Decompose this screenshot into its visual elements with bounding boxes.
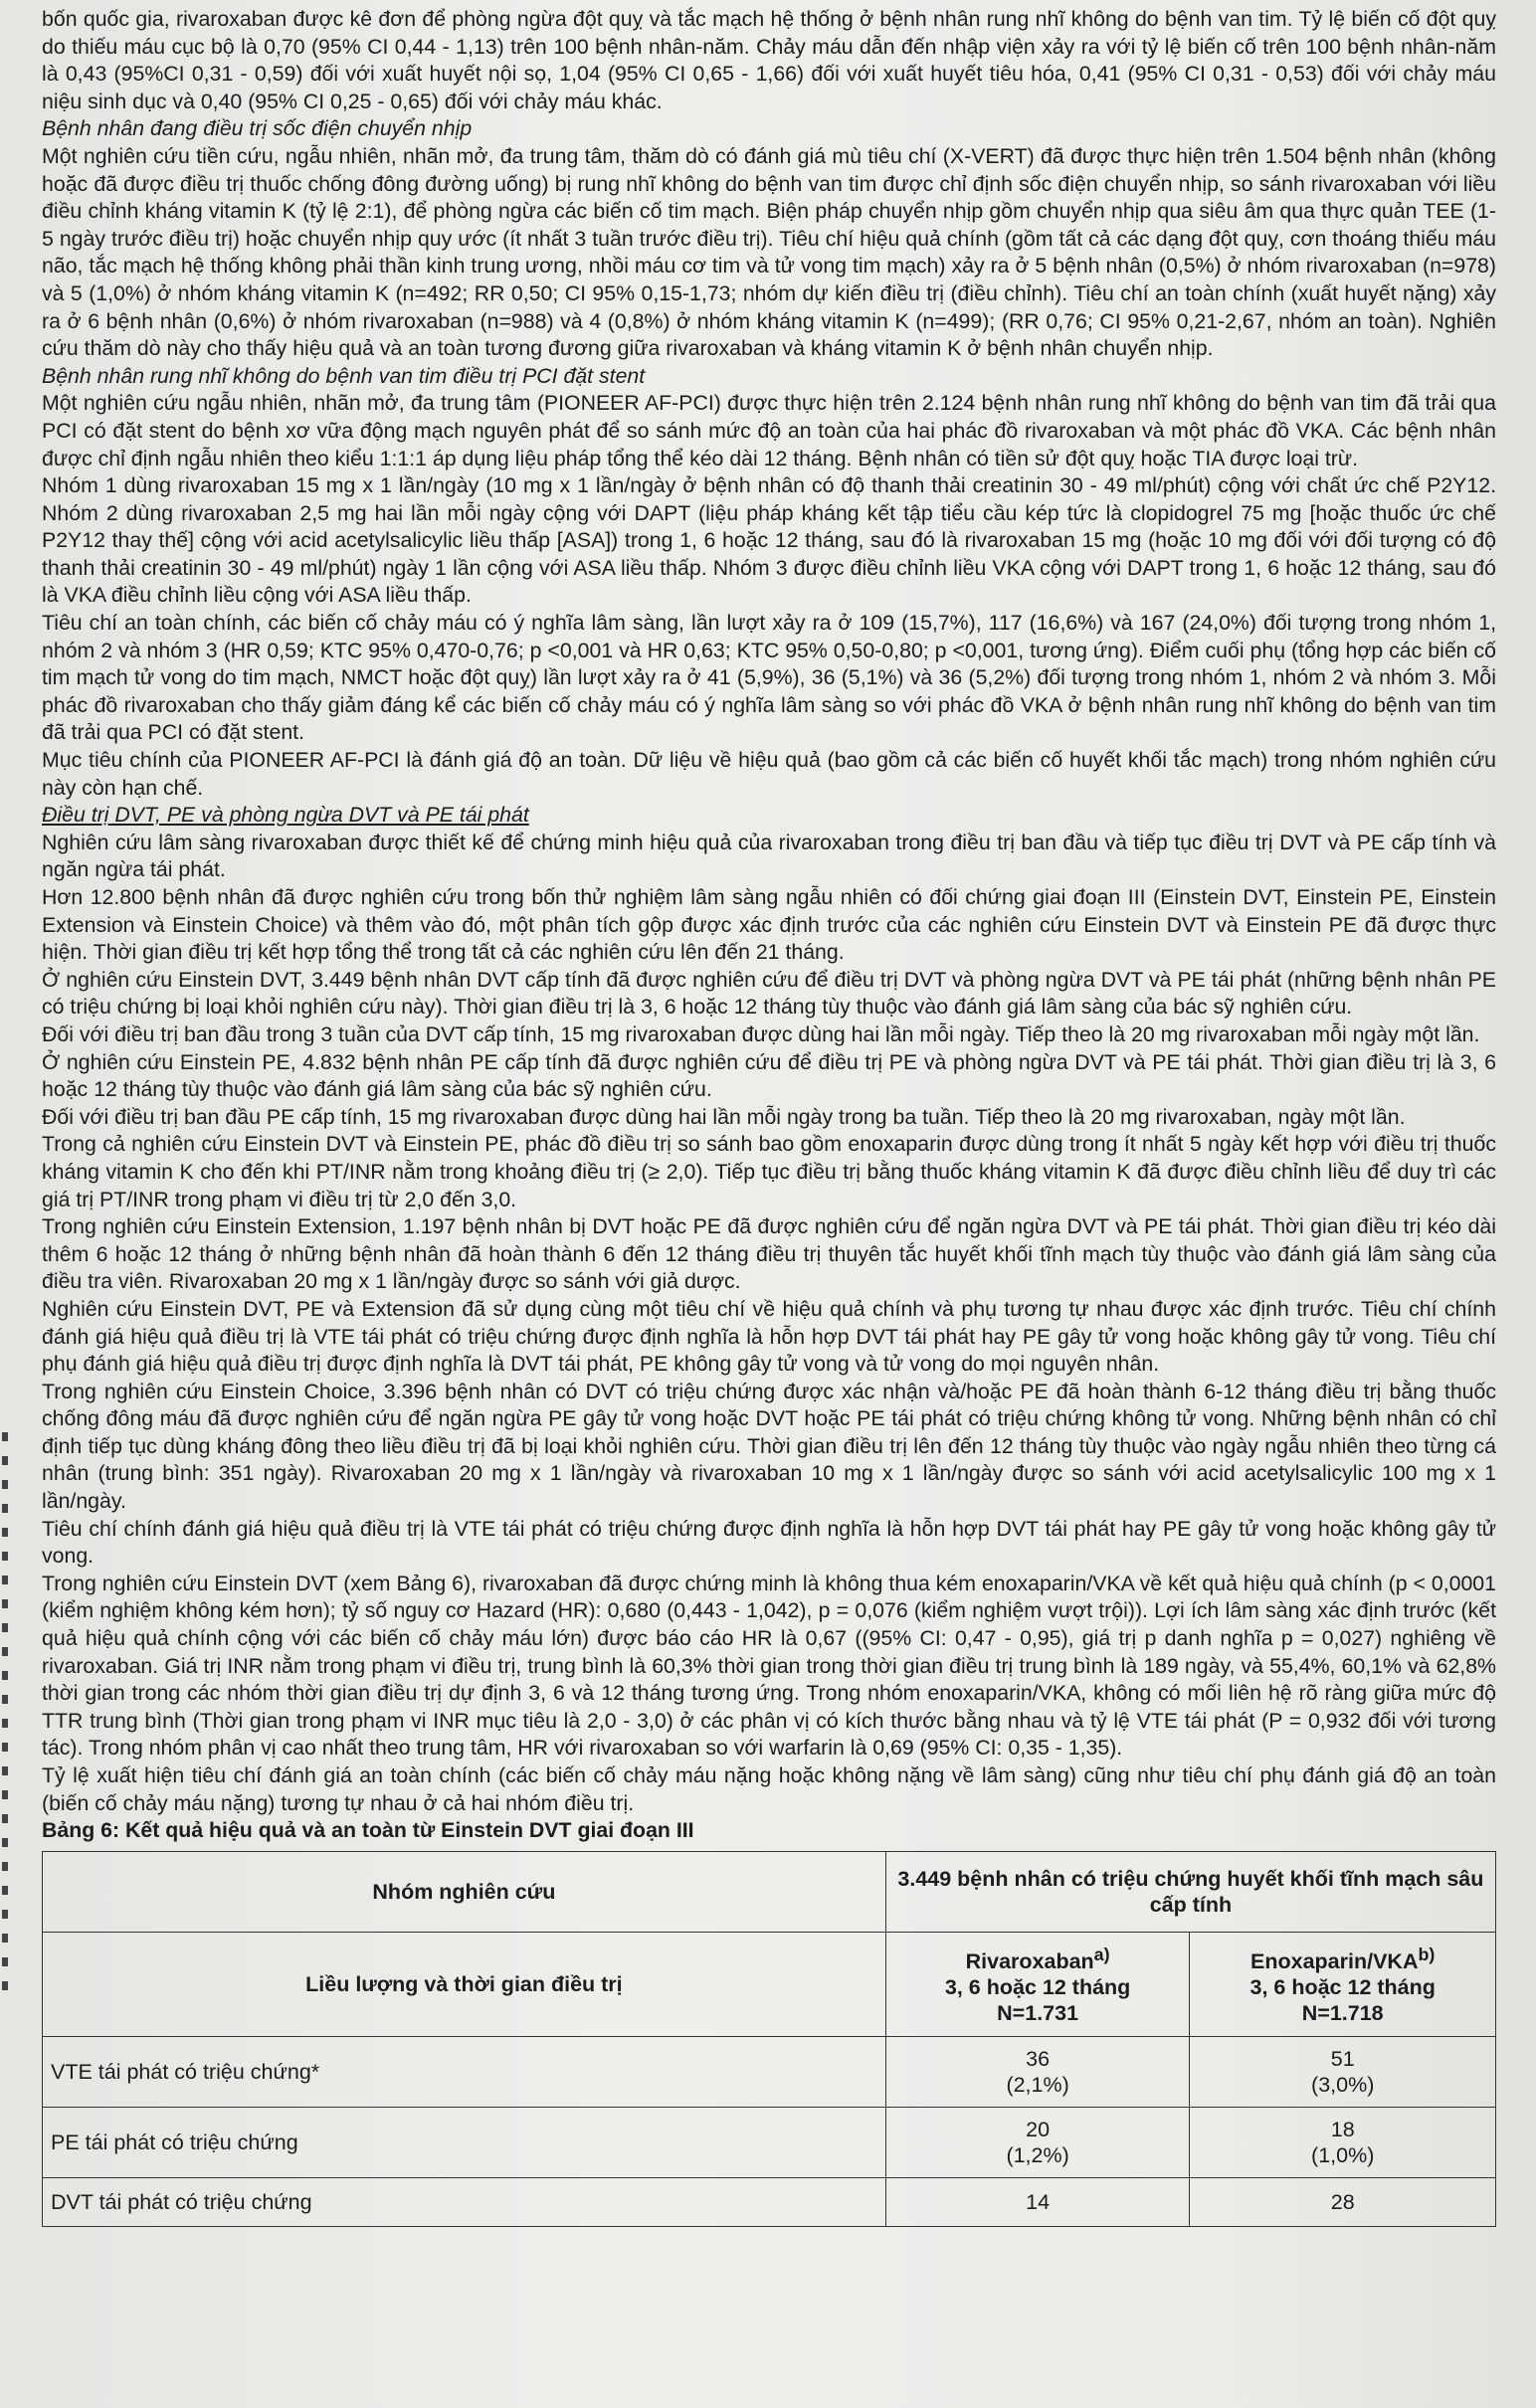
row-label: PE tái phát có triệu chứng	[43, 2107, 886, 2177]
rivaroxaban-n: N=1.731	[997, 2001, 1079, 2026]
value-count: 18	[1330, 2117, 1355, 2141]
value-percent: (1,0%)	[1311, 2142, 1375, 2167]
population-header-cell: 3.449 bệnh nhân có triệu chứng huyết khối tĩnh mạch sâu cấp tính	[885, 1851, 1495, 1932]
rivaroxaban-duration: 3, 6 hoặc 12 tháng	[944, 1975, 1131, 2000]
paragraph: Trong nghiên cứu Einstein DVT (xem Bảng 6), rivaroxaban đã được chứng minh là không thua kém enoxaparin/VKA về kết quả hiệu quả chính (p < 0,0001 (kiểm nghiệm không kém hơn); tỷ số nguy cơ Hazard (HR): 0,680 (0,443 - 1,042), p = 0,076 (kiểm nghiệm vượt trội)). Lợi ích lâm sàng xác định trước (kết quả hiệu quả chính cộng với các biến cố chảy máu lớn) được báo cáo HR là 0,67 ((95% CI: 0,47 - 0,95), giá trị p danh nghĩa p = 0,027) nghiêng về rivaroxaban. Giá trị INR nằm trong phạm vi điều trị, trung bình là 60,3% thời gian trong thời gian điều trị trung bình là 189 ngày, và 55,4%, 60,1% và 62,8% thời gian trong các nhóm thời gian điều trị dự định 3, 6 và 12 tháng tương ứng. Trong nhóm enoxaparin/VKA, không có mối liên hệ rõ ràng giữa mức độ TTR trung bình (Thời gian trong phạm vi INR mục tiêu là 2,0 - 3,0) ở các phân vị có kích thước bằng nhau và tỷ lệ VTE tái phát (P = 0,932 đối với tương tác). Trong nhóm phân vị cao nhất theo trung tâm, HR với rivaroxaban so với warfarin là 0,69 (95% CI: 0,35 - 1,35).	[42, 1571, 1496, 1760]
section-heading-dvt-pe: Điều trị DVT, PE và phòng ngừa DVT và PE tái phát	[42, 803, 529, 828]
group-header-cell: Nhóm nghiên cứu	[43, 1851, 886, 1932]
value-count: 14	[1026, 2189, 1051, 2214]
row-value-rivaroxaban	[885, 2107, 1190, 2177]
enoxaparin-n: N=1.718	[1301, 2001, 1384, 2026]
paragraph: Nghiên cứu lâm sàng rivaroxaban được thiết kế để chứng minh hiệu quả của rivaroxaban trong điều trị ban đầu và tiếp tục điều trị DVT và PE cấp tính và ngăn ngừa tái phát.	[42, 830, 1496, 882]
table-row	[43, 2036, 1496, 2107]
row-value-rivaroxaban	[885, 2177, 1190, 2226]
edge-marks	[2, 1432, 10, 2005]
enoxaparin-duration: 3, 6 hoặc 12 tháng	[1249, 1975, 1436, 2000]
enoxaparin-footnote-mark: b)	[1418, 1945, 1436, 1965]
section-heading-pci-stent: Bệnh nhân rung nhĩ không do bệnh van tim điều trị PCI đặt stent	[42, 363, 646, 388]
paragraph: Trong nghiên cứu Einstein Extension, 1.197 bệnh nhân bị DVT hoặc PE đã được nghiên cứu để ngăn ngừa DVT và PE tái phát. Thời gian điều trị kéo dài thêm 6 hoặc 12 tháng ở những bệnh nhân đã hoàn thành 6 đến 12 tháng điều trị thuyên tắc huyết khối tĩnh mạch tùy thuộc vào đánh giá lâm sàng của điều tra viên. Rivaroxaban 20 mg x 1 lần/ngày được so sánh với giả dược.	[42, 1214, 1496, 1294]
paragraph: Ở nghiên cứu Einstein DVT, 3.449 bệnh nhân DVT cấp tính đã được nghiên cứu để điều trị DVT và phòng ngừa DVT và PE tái phát (những bệnh nhân PE có triệu chứng bị loại khỏi nghiên cứu này). Thời gian điều trị là 3, 6 hoặc 12 tháng tùy thuộc vào đánh giá lâm sàng của bác sỹ nghiên cứu.	[42, 967, 1496, 1019]
paragraph: Hơn 12.800 bệnh nhân đã được nghiên cứu trong bốn thử nghiệm lâm sàng ngẫu nhiên có đối chứng giai đoạn III (Einstein DVT, Einstein PE, Einstein Extension và Einstein Choice) và thêm vào đó, một phân tích gộp được xác định trước của các nghiên cứu Einstein DVT và Einstein PE đã được thực hiện. Thời gian điều trị kết hợp tổng thể trong tất cả các nghiên cứu lên đến 21 tháng.	[42, 885, 1496, 965]
paragraph: Một nghiên cứu tiền cứu, ngẫu nhiên, nhãn mở, đa trung tâm, thăm dò có đánh giá mù tiêu chí (X-VERT) đã được thực hiện trên 1.504 bệnh nhân (không hoặc đã được điều trị thuốc chống đông đường uống) bị rung nhĩ không do bệnh van tim được chỉ định sốc điện chuyển nhịp, so sánh rivaroxaban với liều điều chỉnh kháng vitamin K (tỷ lệ 2:1), để phòng ngừa các biến cố tim mạch. Biện pháp chuyển nhịp gồm chuyển nhịp qua siêu âm qua thực quản TEE (1-5 ngày trước điều trị) hoặc chuyển nhịp quy ước (ít nhất 3 tuần trước điều trị). Tiêu chí hiệu quả chính (gồm tất cả các dạng đột quỵ, cơn thoáng thiếu máu não, tắc mạch hệ thống không phải thần kinh trung ương, nhồi máu cơ tim và tử vong tim mạch) xảy ra ở 5 bệnh nhân (0,5%) ở nhóm rivaroxaban (n=978) và 5 (1,0%) ở nhóm kháng vitamin K (n=492; RR 0,50; CI 95% 0,15-1,73; nhóm dự kiến điều trị (điều chỉnh). Tiêu chí an toàn chính (xuất huyết nặng) xảy ra ở 6 bệnh nhân (0,6%) ở nhóm rivaroxaban (n=988) và 4 (0,8%) ở nhóm kháng vitamin K (n=499); (RR 0,76; CI 95% 0,21-2,67, nhóm an toàn). Nghiên cứu thăm dò này cho thấy hiệu quả và an toàn tương đương giữa rivaroxaban và kháng vitamin K ở bệnh nhân chuyển nhịp.	[42, 143, 1496, 361]
value-percent: (2,1%)	[1006, 2072, 1069, 2097]
paragraph: Nghiên cứu Einstein DVT, PE và Extension đã sử dụng cùng một tiêu chí về hiệu quả chính và phụ tương tự nhau được xác định trước. Tiêu chí chính đánh giá hiệu quả điều trị là VTE tái phát có triệu chứng được định nghĩa là hỗn hợp DVT tái phát hay PE gây tử vong hoặc không gây tử vong. Tiêu chí phụ đánh giá hiệu quả điều trị được định nghĩa là DVT tái phát, PE không gây tử vong và tử vong do mọi nguyên nhân.	[42, 1296, 1496, 1377]
value-count: 20	[1026, 2117, 1051, 2141]
dose-header-cell: Liều lượng và thời gian điều trị	[43, 1932, 886, 2036]
paragraph: Đối với điều trị ban đầu trong 3 tuần của DVT cấp tính, 15 mg rivaroxaban được dùng hai lần mỗi ngày. Tiếp theo là 20 mg rivaroxaban mỗi ngày một lần.	[42, 1021, 1480, 1046]
paragraph: Đối với điều trị ban đầu PE cấp tính, 15 mg rivaroxaban được dùng hai lần mỗi ngày trong ba tuần. Tiếp theo là 20 mg rivaroxaban, ngày một lần.	[42, 1104, 1406, 1129]
row-value-enoxaparin	[1190, 2107, 1496, 2177]
paragraph: Ở nghiên cứu Einstein PE, 4.832 bệnh nhân PE cấp tính đã được nghiên cứu để điều trị PE và phòng ngừa DVT và PE tái phát. Thời gian điều trị là 3, 6 hoặc 12 tháng tùy thuộc vào đánh giá lâm sàng của bác sỹ nghiên cứu.	[42, 1049, 1496, 1102]
table-row	[43, 2107, 1496, 2177]
table-row	[43, 2177, 1496, 2226]
paragraph: Tiêu chí an toàn chính, các biến cố chảy máu có ý nghĩa lâm sàng, lần lượt xảy ra ở 109 (15,7%), 117 (16,6%) và 167 (24,0%) đối tượng trong nhóm 1, nhóm 2 và nhóm 3 (HR 0,59; KTC 95% 0,470-0,76; p <0,001 và HR 0,63; KTC 95% 0,50-0,80; p <0,001, tương ứng). Điểm cuối phụ (tổng hợp các biến cố tim mạch tử vong do tim mạch, NMCT hoặc đột quỵ) lần lượt xảy ra ở 41 (5,9%), 36 (5,1%) và 36 (5,2%) đối tượng trong nhóm 1, nhóm 2 và nhóm 3. Mỗi phác đồ rivaroxaban cho thấy giảm đáng kể các biến cố chảy máu có ý nghĩa lâm sàng so với phác đồ VKA ở bệnh nhân rung nhĩ không do bệnh van tim đã trải qua PCI có đặt stent.	[42, 611, 1496, 745]
row-value-enoxaparin	[1190, 2177, 1496, 2226]
paragraph: Nhóm 1 dùng rivaroxaban 15 mg x 1 lần/ngày (10 mg x 1 lần/ngày ở bệnh nhân có độ thanh thải creatinin 30 - 49 ml/phút) cộng với chất ức chế P2Y12. Nhóm 2 dùng rivaroxaban 2,5 mg hai lần mỗi ngày cộng với DAPT (liệu pháp kháng kết tập tiểu cầu kép tức là clopidogrel 75 mg [hoặc thuốc ức chế P2Y12 thay thế] cộng với acid acetylsalicylic liều thấp [ASA]) trong 1, 6 hoặc 12 tháng, sau đó là rivaroxaban 15 mg (hoặc 10 mg đối với đối tượng có độ thanh thải creatinin 30 - 49 ml/phút) ngày 1 lần cộng với ASA liều thấp. Nhóm 3 được điều chỉnh liều VKA cộng với DAPT trong 1, 6 hoặc 12 tháng, sau đó là VKA điều chỉnh liều cộng với ASA liều thấp.	[42, 473, 1496, 608]
rivaroxaban-header-cell	[885, 1932, 1190, 2036]
document-body	[42, 6, 1496, 2227]
row-label: DVT tái phát có triệu chứng	[43, 2177, 886, 2226]
row-label: VTE tái phát có triệu chứng*	[43, 2036, 886, 2107]
value-percent: (3,0%)	[1311, 2072, 1375, 2097]
row-value-rivaroxaban	[885, 2036, 1190, 2107]
paragraph: Một nghiên cứu ngẫu nhiên, nhãn mở, đa trung tâm (PIONEER AF-PCI) được thực hiện trên 2.124 bệnh nhân rung nhĩ không do bệnh van tim đã trải qua PCI có đặt stent do bệnh xơ vữa động mạch nguyên phát để so sánh mức độ an toàn của hai phác đồ rivaroxaban và một phác đồ VKA. Các bệnh nhân được chỉ định ngẫu nhiên theo kiểu 1:1:1 áp dụng liệu pháp tổng thể kéo dài 12 tháng. Bệnh nhân có tiền sử đột quỵ hoặc TIA được loại trừ.	[42, 391, 1496, 470]
paragraph: Trong nghiên cứu Einstein Choice, 3.396 bệnh nhân có DVT có triệu chứng được xác nhận và/hoặc PE đã hoàn thành 6-12 tháng điều trị bằng thuốc chống đông máu đã được nghiên cứu để ngăn ngừa PE gây tử vong hoặc DVT hoặc PE tái phát có triệu chứng không tử vong. Những bệnh nhân có chỉ định tiếp tục dùng kháng đông theo liều điều trị đã bị loại khỏi nghiên cứu. Thời gian điều trị lên đến 12 tháng tùy thuộc vào ngày ngẫu nhiên theo từng cá nhân (trung bình: 351 ngày). Rivaroxaban 20 mg x 1 lần/ngày và rivaroxaban 10 mg x 1 lần/ngày được so sánh với acid acetylsalicylic 100 mg x 1 lần/ngày.	[42, 1379, 1496, 1514]
table-title: Bảng 6: Kết quả hiệu quả và an toàn từ Einstein DVT giai đoạn III	[42, 1818, 694, 1843]
paragraph: Trong cả nghiên cứu Einstein DVT và Einstein PE, phác đồ điều trị so sánh bao gồm enoxaparin được dùng trong ít nhất 5 ngày kết hợp với điều trị thuốc kháng vitamin K cho đến khi PT/INR nằm trong khoảng điều trị (≥ 2,0). Tiếp tục điều trị bằng thuốc kháng vitamin K đã được điều chỉnh liều để duy trì các giá trị PT/INR trong phạm vi điều trị từ 2,0 đến 3,0.	[42, 1132, 1496, 1211]
value-count: 36	[1026, 2046, 1051, 2071]
paragraph: Mục tiêu chính của PIONEER AF-PCI là đánh giá độ an toàn. Dữ liệu về hiệu quả (bao gồm cả các biến cố huyết khối tắc mạch) trong nhóm nghiên cứu này còn hạn chế.	[42, 748, 1496, 800]
section-heading-cardioversion: Bệnh nhân đang điều trị sốc điện chuyển nhịp	[42, 116, 473, 141]
rivaroxaban-name: Rivaroxaban	[965, 1949, 1094, 1974]
value-percent: (1,2%)	[1006, 2142, 1069, 2167]
value-count: 51	[1330, 2046, 1355, 2071]
results-table	[42, 1851, 1496, 2227]
rivaroxaban-footnote-mark: a)	[1093, 1945, 1110, 1965]
value-count: 28	[1330, 2189, 1355, 2214]
paragraph: Tiêu chí chính đánh giá hiệu quả điều trị là VTE tái phát có triệu chứng được định nghĩa là hỗn hợp DVT tái phát hay PE gây tử vong hoặc không gây tử vong.	[42, 1516, 1496, 1569]
table-header-row	[43, 1851, 1496, 1932]
paragraph: bốn quốc gia, rivaroxaban được kê đơn để phòng ngừa đột quỵ và tắc mạch hệ thống ở bệnh nhân rung nhĩ không do bệnh van tim. Tỷ lệ biến cố đột quỵ do thiếu máu cục bộ là 0,70 (95% CI 0,44 - 1,13) trên 100 bệnh nhân-năm. Chảy máu dẫn đến nhập viện xảy ra với tỷ lệ biến cố trên 100 bệnh nhân-năm là 0,43 (95%CI 0,31 - 0,59) đối với xuất huyết nội sọ, 1,04 (95% CI 0,65 - 1,66) đối với xuất huyết tiêu hóa, 0,41 (95% CI 0,31 - 0,53) đối với chảy máu niệu sinh dục và 0,40 (95% CI 0,25 - 0,65) đối với chảy máu khác.	[42, 7, 1496, 113]
paragraph: Tỷ lệ xuất hiện tiêu chí đánh giá an toàn chính (các biến cố chảy máu nặng hoặc không nặng về lâm sàng) cũng như tiêu chí phụ đánh giá độ an toàn (biến cố chảy máu nặng) tương tự nhau ở cả hai nhóm điều trị.	[42, 1763, 1496, 1815]
enoxaparin-header-cell	[1190, 1932, 1496, 2036]
enoxaparin-name: Enoxaparin/VKA	[1250, 1949, 1419, 1974]
row-value-enoxaparin	[1190, 2036, 1496, 2107]
table-subheader-row	[43, 1932, 1496, 2036]
